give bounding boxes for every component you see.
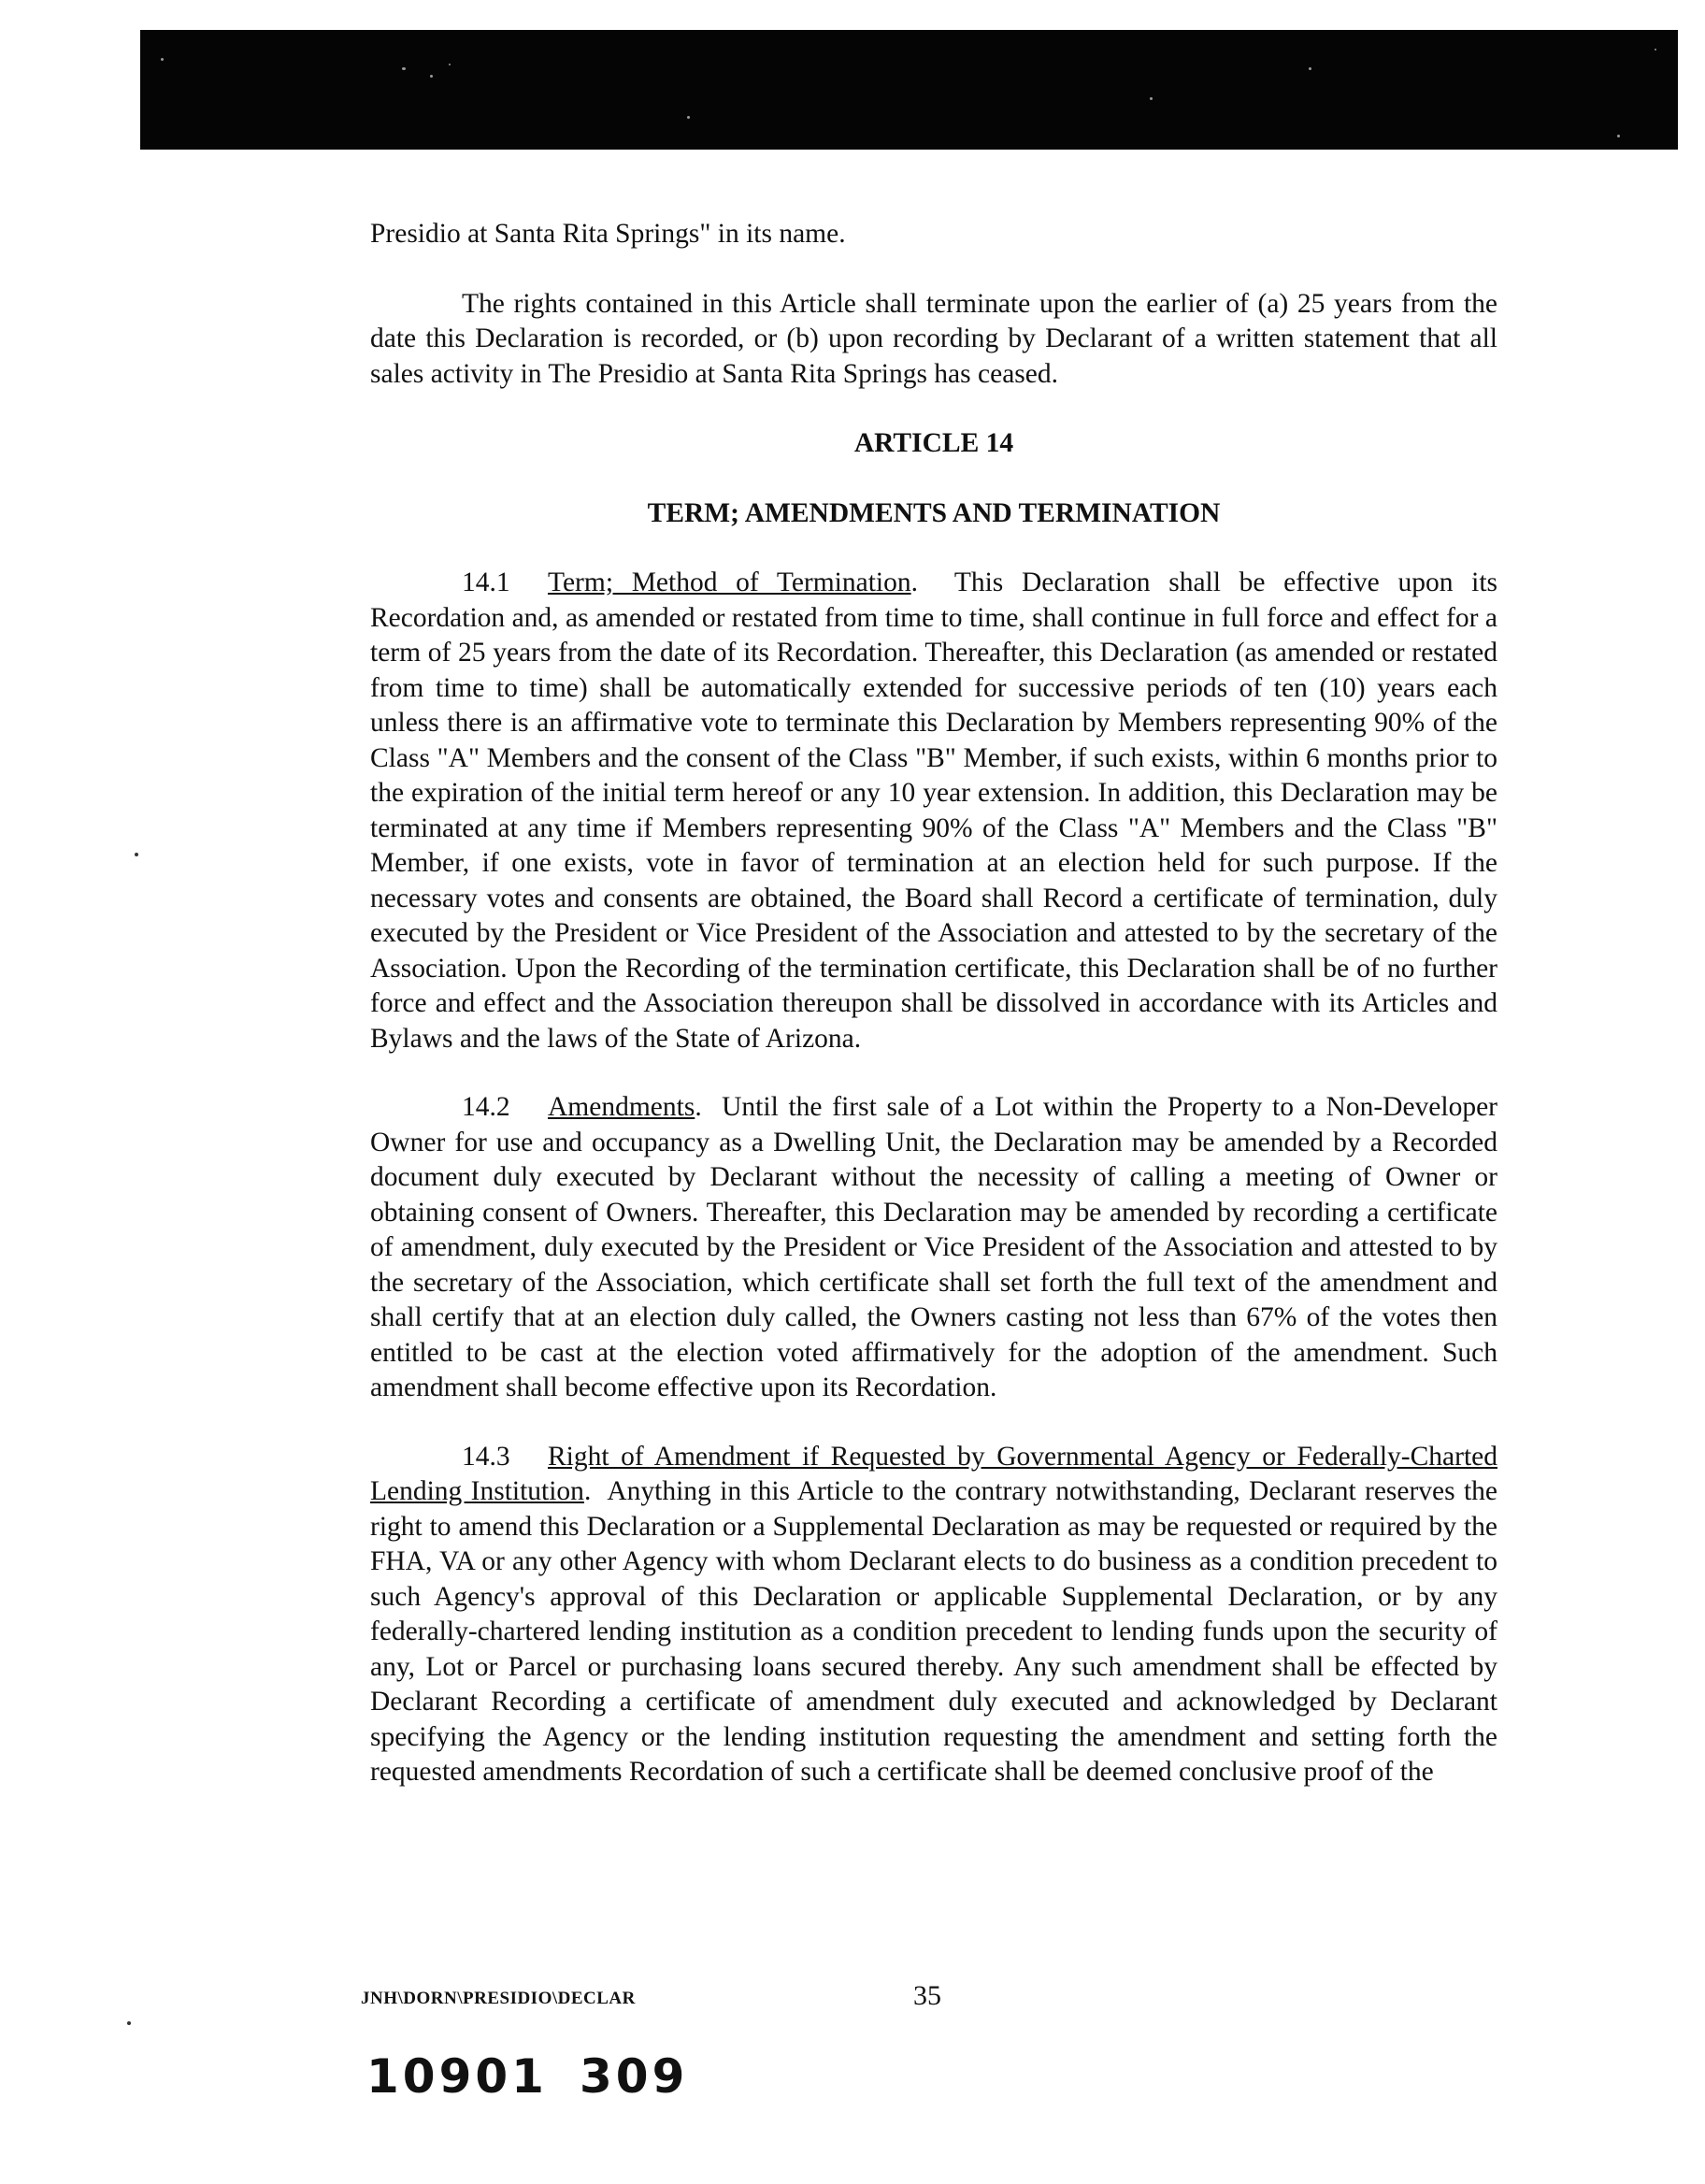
section-body: Anything in this Article to the contrary notwithstanding, Declarant reserves the right to amend this Declaration or a Supplemental Declaration as may be requested or required by the FHA, VA or any other Agency with whom Declarant elects to do business as a condition precedent to such Agency's approval of this Declaration or applicable Supplemental Declaration, or by any federally-chartered lending institution as a condition precedent to lending funds upon the security of any, Lot or Parcel or purchasing loans secured thereby. Any such amendment shall be effected by Declarant Recording a certificate of amendment duly executed and acknowledged by Declarant specifying the Agency or the lending institution requesting the amendment and setting forth the requested amendments Recordation of such a certificate shall be deemed conclusive proof of the [370, 1476, 1497, 1787]
margin-mark [135, 853, 138, 856]
section-14-2: 14.2 Amendments. Until the first sale of a Lot within the Property to a Non-Developer Owner for use and occupancy as a Dwelling Unit, the Declaration may be amended by a Recorded document duly executed by Declarant without the necessity of calling a meeting of Owner or obtaining consent of Owners. Thereafter, this Declaration may be amended by recording a certificate of amendment, duly executed by the President or Vice President of the Association and attested to by the secretary of the Association, which certificate shall set forth the full text of the amendment and shall certify that at an election duly called, the Owners casting not less than 67% of the votes then entitled to be cast at the election voted affirmatively for the adoption of the amendment. Such amendment shall become effective upon its Recordation. [370, 1092, 1497, 1402]
article-title: TERM; AMENDMENTS AND TERMINATION [647, 497, 1221, 528]
section-title: Right of Amendment if Requested by Governmental Agency or Federally-Charted Lending Institution [370, 1441, 1497, 1506]
section-body: This Declaration shall be effective upon its Recordation and, as amended or restated from time to time, shall continue in full force and effect for a term of 25 years from the date of its Recordation. Thereafter, this Declaration (as amended or restated from time to time) shall be automatically extended for successive periods of ten (10) years each unless there is an affirmative vote to terminate this Declaration by Members representing 90% of the Class "A" Members and the consent of the Class "B" Member, if such exists, within 6 months prior to the expiration of the initial term hereof or any 10 year extension. In addition, this Declaration may be terminated at any time if Members representing 90% of the Class "A" Members and the Class "B" Member, if one exists, vote in favor of termination at an election held for such purpose. If the necessary votes and consents are obtained, the Board shall Record a certificate of termination, duly executed by the President or Vice President of the Association and attested to by the secretary of the Association. Upon the Recording of the termination certificate, this Declaration shall be of no further force and effect and the Association thereupon shall be dissolved in accordance with its Articles and Bylaws and the laws of the State of Arizona. [370, 568, 1497, 1054]
section-body: Until the first sale of a Lot within the Property to a Non-Developer Owner for use and occupancy as a Dwelling Unit, the Declaration may be amended by a Recorded document duly executed by Declarant without the necessity of calling a meeting of Owner or obtaining consent of Owners. Thereafter, this Declaration may be amended by recording a certificate of amendment, duly executed by the President or Vice President of the Association and attested to by the secretary of the Association, which certificate shall set forth the full text of the amendment and shall certify that at an election duly called, the Owners casting not less than 67% of the votes then entitled to be cast at the election voted affirmatively for the adoption of the amendment. Such amendment shall become effective upon its Recordation. [370, 1092, 1497, 1402]
rights-paragraph: The rights contained in this Article shall terminate upon the earlier of (a) 25 years from the date this Declaration is recorded, or (b) upon recording by Declarant of a written statement that all sales activity in The Presidio at Santa Rita Springs has ceased. [370, 288, 1497, 389]
recording-docket-number: 10901 [366, 2049, 548, 2104]
footer-file-path: JNH\DORN\PRESIDIO\DECLAR [361, 1989, 636, 2008]
section-title: Term; Method of Termination [548, 568, 911, 597]
section-number: 14.2 [462, 1092, 510, 1122]
document-body [370, 217, 1497, 1790]
recording-page-number: 309 [580, 2049, 689, 2104]
section-14-1: 14.1 Term; Method of Termination. This Declaration shall be effective upon its Recordation and, as amended or restated from time to time, shall continue in full force and effect for a term of 25 years from the date of its Recordation. Thereafter, this Declaration (as amended or restated from time to time) shall be automatically extended for successive periods of ten (10) years each unless there is an affirmative vote to terminate this Declaration by Members representing 90% of the Class "A" Members and the consent of the Class "B" Member, if such exists, within 6 months prior to the expiration of the initial term hereof or any 10 year extension. In addition, this Declaration may be terminated at any time if Members representing 90% of the Class "A" Members and the Class "B" Member, if one exists, vote in favor of termination at an election held for such purpose. If the necessary votes and consents are obtained, the Board shall Record a certificate of termination, duly executed by the President or Vice President of the Association and attested to by the secretary of the Association. Upon the Recording of the termination certificate, this Declaration shall be of no further force and effect and the Association thereupon shall be dissolved in accordance with its Articles and Bylaws and the laws of the State of Arizona. [370, 568, 1497, 1054]
margin-mark [127, 2021, 131, 2025]
article-heading: ARTICLE 14 [853, 428, 1014, 458]
continuation-line: Presidio at Santa Rita Springs" in its name. [370, 219, 846, 249]
section-title: Amendments [548, 1092, 695, 1122]
page-number: 35 [913, 1980, 941, 2011]
section-number: 14.1 [462, 568, 510, 597]
section-number: 14.3 [462, 1441, 510, 1472]
scan-header-bar [140, 30, 1678, 150]
section-14-3: 14.3 Right of Amendment if Requested by Governmental Agency or Federally-Charted Lending Institution. Anything in this Article to the contrary notwithstanding, Declarant reserves the right to amend this Declaration or a Supplemental Declaration as may be requested or required by the FHA, VA or any other Agency with whom Declarant elects to do business as a condition precedent to such Agency's approval of this Declaration or applicable Supplemental Declaration, or by any federally-chartered lending institution as a condition precedent to lending funds upon the security of any, Lot or Parcel or purchasing loans secured thereby. Any such amendment shall be effected by Declarant Recording a certificate of amendment duly executed and acknowledged by Declarant specifying the Agency or the lending institution requesting the amendment and setting forth the requested amendments Recordation of such a certificate shall be deemed conclusive proof of the [370, 1441, 1497, 1787]
